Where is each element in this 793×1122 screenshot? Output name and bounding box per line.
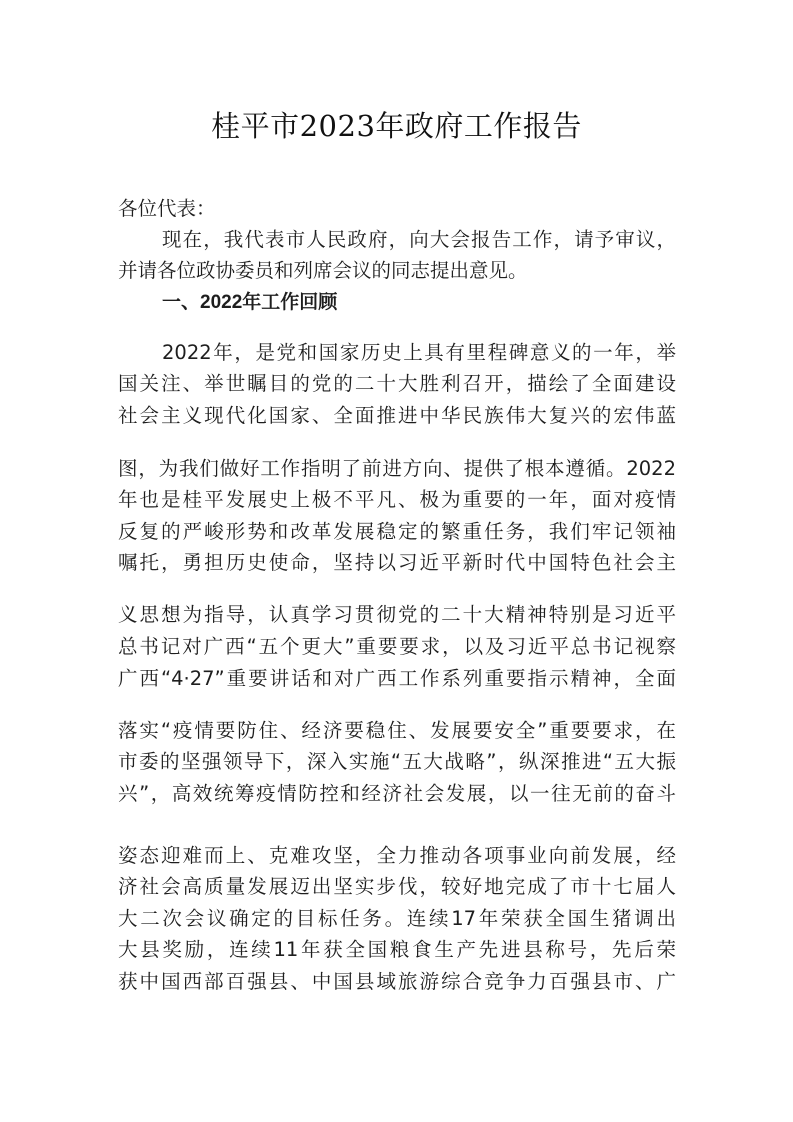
body-line: 落实“疫情要防住、经济要稳住、发展要安全”重要要求，在 xyxy=(118,719,676,742)
body-line: 2022年，是党和国家历史上具有里程碑意义的一年，举 xyxy=(162,341,676,364)
body-line: 国关注、举世瞩目的党的二十大胜利召开，描绘了全面建设 xyxy=(118,372,676,395)
body-line: 反复的严峻形势和改革发展稳定的繁重任务，我们牢记领袖 xyxy=(118,520,676,543)
body-line: 获中国西部百强县、中国县域旅游综合竞争力百强县市、广 xyxy=(118,970,676,993)
body-line: 大县奖励，连续11年获全国粮食生产先进县称号，先后荣 xyxy=(118,938,676,961)
body-line: 济社会高质量发展迈出坚实步伐，较好地完成了市十七届人 xyxy=(118,875,676,898)
body-line: 姿态迎难而上、克难攻坚，全力推动各项事业向前发展，经 xyxy=(118,844,676,867)
section-heading: 一、2022年工作回顾 xyxy=(162,292,338,313)
body-line: 广西“4·27”重要讲话和对广西工作系列重要指示精神，全面 xyxy=(118,667,676,690)
body-line: 大二次会议确定的目标任务。连续17年荣获全国生猪调出 xyxy=(118,907,676,930)
body-line: 兴”，高效统筹疫情防控和经济社会发展，以一往无前的奋斗 xyxy=(118,782,676,805)
salutation: 各位代表： xyxy=(118,197,216,220)
document-title: 桂平市2023年政府工作报告 xyxy=(211,109,582,143)
body-line: 图，为我们做好工作指明了前进方向、提供了根本遵循。2022 xyxy=(118,457,676,480)
body-line: 市委的坚强领导下，深入实施“五大战略”，纵深推进“五大振 xyxy=(118,750,676,773)
body-line: 社会主义现代化国家、全面推进中华民族伟大复兴的宏伟蓝 xyxy=(118,404,676,427)
body-line: 义思想为指导，认真学习贯彻党的二十大精神特别是习近平 xyxy=(118,603,676,626)
body-line: 年也是桂平发展史上极不平凡、极为重要的一年，面对疫情 xyxy=(118,488,676,511)
intro-line: 并请各位政协委员和列席会议的同志提出意见。 xyxy=(118,259,528,282)
body-line: 嘱托，勇担历史使命，坚持以习近平新时代中国特色社会主 xyxy=(118,551,676,574)
intro-line: 现在，我代表市人民政府，向大会报告工作，请予审议， xyxy=(162,228,676,251)
body-line: 总书记对广西“五个更大”重要要求，以及习近平总书记视察 xyxy=(118,635,676,658)
